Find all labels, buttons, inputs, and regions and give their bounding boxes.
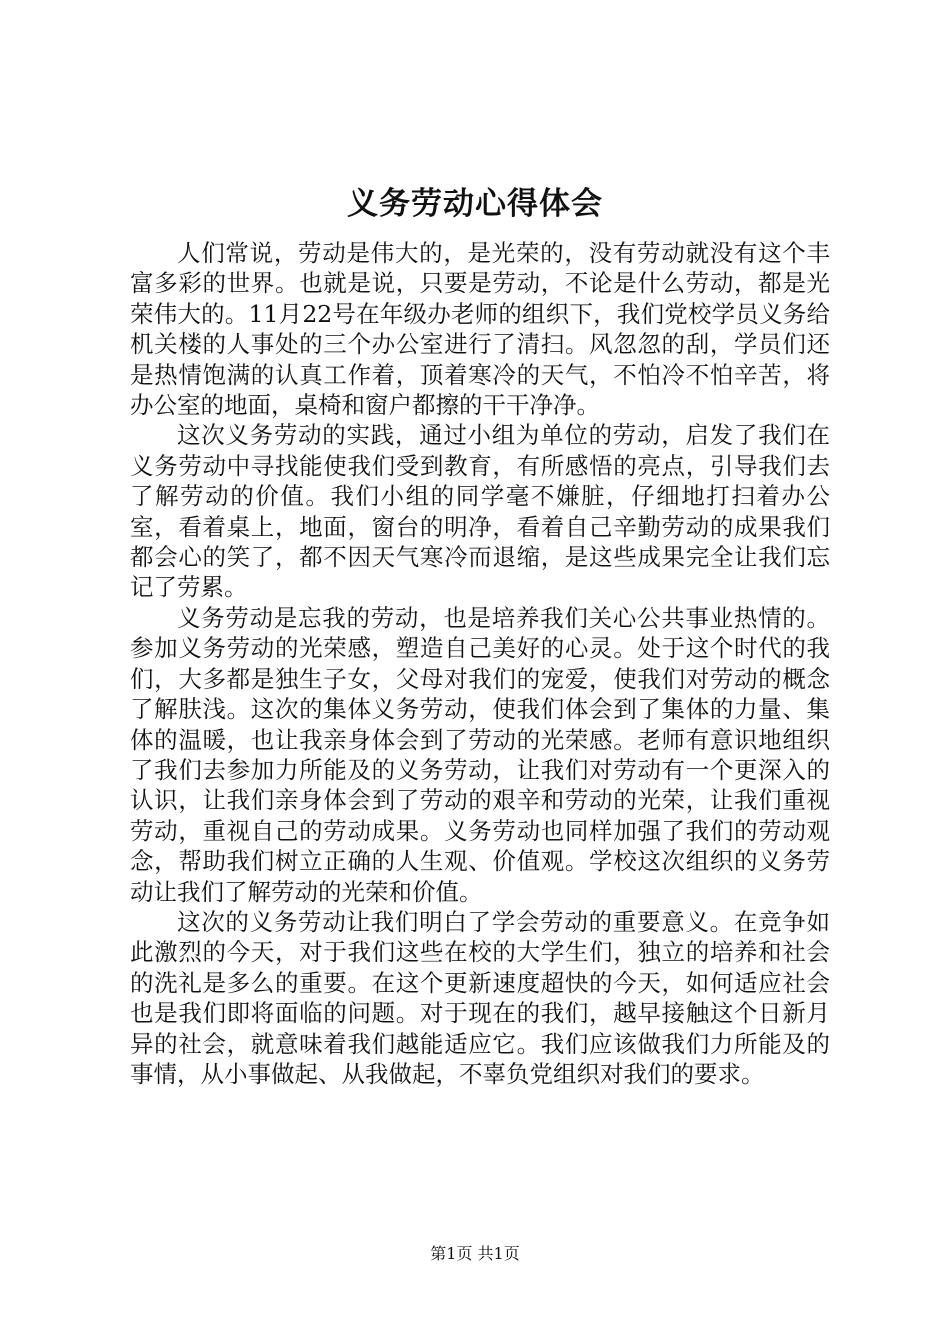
document-title: 义务劳动心得体会 — [347, 186, 603, 222]
paragraph-3: 义务劳动是忘我的劳动，也是培养我们关心公共事业热情的。参加义务劳动的光荣感，塑造自己美好的心灵。处于这个时代的我们，大多都是独生子女，父母对我们的宠爱，使我们对劳动的概念了解肤浅。这次的集体义务劳动，使我们体会到了集体的力量、集体的温暖，也让我亲身体会到了劳动的光荣感。老师有意识地组织了我们去参加力所能及的义务劳动，让我们对劳动有一个更深入的认识，让我们亲身体会到了劳动的艰辛和劳动的光荣，让我们重视劳动，重视自己的劳动成果。义务劳动也同样加强了我们的劳动观念，帮助我们树立正确的人生观、价值观。学校这次组织的义务劳动让我们了解劳动的光荣和价值。 — [130, 603, 830, 906]
page-footer: 第1页 共1页 — [430, 1244, 520, 1263]
document-body — [130, 238, 830, 1089]
paragraph-1: 人们常说，劳动是伟大的，是光荣的，没有劳动就没有这个丰富多彩的世界。也就是说，只要是劳动，不论是什么劳动，都是光荣伟大的。11月22号在年级办老师的组织下，我们党校学员义务给机关楼的人事处的三个办公室进行了清扫。风忽忽的刮，学员们还是热情饱满的认真工作着，顶着寒冷的天气，不怕冷不怕辛苦，将办公室的地面，桌椅和窗户都擦的干干净净。 — [130, 239, 830, 420]
paragraph-4: 这次的义务劳动让我们明白了学会劳动的重要意义。在竞争如此激烈的今天，对于我们这些在校的大学生们，独立的培养和社会的洗礼是多么的重要。在这个更新速度超快的今天，如何适应社会也是我们即将面临的问题。对于现在的我们，越早接触这个日新月异的社会，就意味着我们越能适应它。我们应该做我们力所能及的事情，从小事做起、从我做起，不辜负党组织对我们的要求。 — [130, 907, 830, 1088]
paragraph-2: 这次义务劳动的实践，通过小组为单位的劳动，启发了我们在义务劳动中寻找能使我们受到教育，有所感悟的亮点，引导我们去了解劳动的价值。我们小组的同学毫不嫌脏，仔细地打扫着办公室，看着桌上，地面，窗台的明净，看着自己辛勤劳动的成果我们都会心的笑了，都不因天气寒冷而退缩，是这些成果完全让我们忘记了劳累。 — [130, 421, 830, 602]
